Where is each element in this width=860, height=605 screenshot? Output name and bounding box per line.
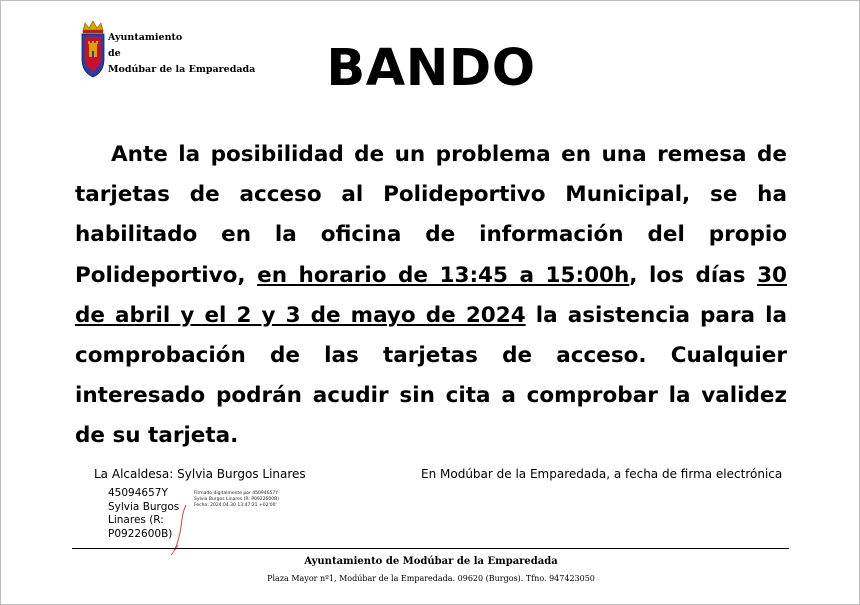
organization-name: Ayuntamiento de Modúbar de la Emparedada	[108, 32, 256, 75]
digital-signature-details: Firmado digitalmente por 45094657Y Sylvia Burgos Linares (R: P0922600B) Fecha: 2024.04.30 13:47:21 +02'00'	[194, 491, 279, 509]
body-text-3: la asistencia para la comprobación de las tarjetas de acceso. Cualquier interesado podrán acudir sin cita a comprobar la validez de su tarjeta.	[75, 302, 787, 449]
dates-highlight: 30 de abril y el 2 y 3 de mayo de 2024	[75, 262, 787, 328]
digital-signature-name: 45094657Y Sylvia Burgos Linares (R: P0922600B)	[108, 487, 180, 540]
document-title: BANDO	[326, 39, 536, 98]
footer-address: Plaza Mayor nº1, Modúbar de la Emparedada. 09620 (Burgos). Tfno. 947423050	[267, 574, 595, 583]
body-text-2: , los días	[629, 262, 758, 288]
schedule-highlight: en horario de 13:45 a 15:00h	[257, 262, 630, 288]
signature-place-date: En Modúbar de la Emparedada, a fecha de firma electrónica	[421, 467, 783, 481]
announcement-body	[75, 135, 787, 457]
mayor-signature-label: La Alcaldesa: Sylvia Burgos Linares	[94, 467, 306, 481]
footer-title: Ayuntamiento de Modúbar de la Emparedada	[304, 556, 558, 567]
body-text-1: Ante la posibilidad de un problema en una remesa de tarjetas de acceso al Polideportivo Municipal, se ha habilitado en la oficina de información del propio Polideportivo,	[75, 142, 787, 288]
footer-divider	[72, 548, 789, 549]
